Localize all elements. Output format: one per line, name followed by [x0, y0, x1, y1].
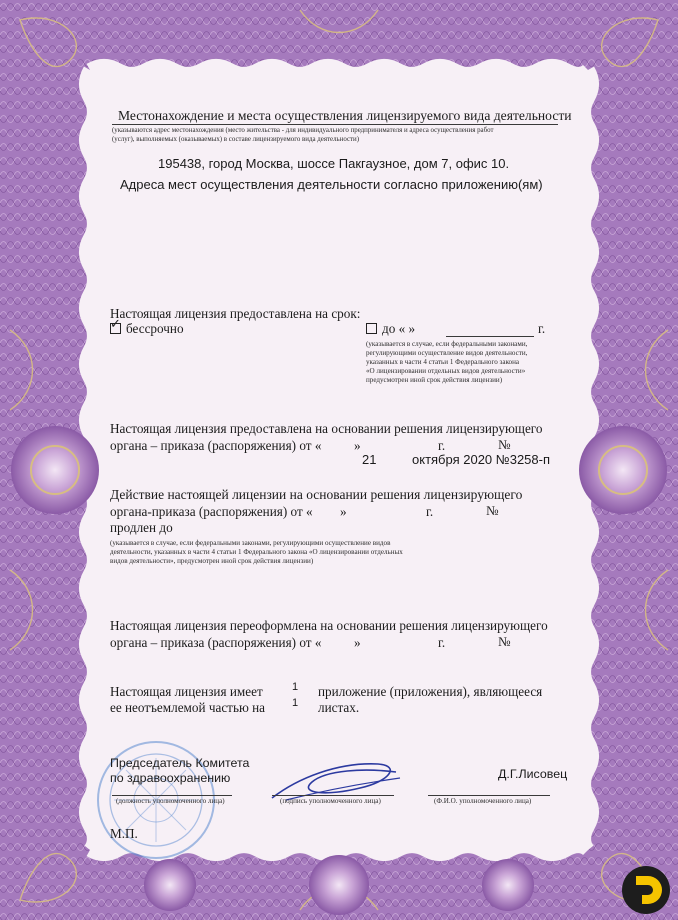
extension-note-2: деятельности, указанных в части 4 статьи 1 Федерального закона «О лицензировании отдельных	[110, 548, 403, 556]
appendix-line-1-suffix: приложение (приложения), являющееся	[318, 684, 543, 699]
caption-position: (должность уполномоченного лица)	[116, 797, 225, 805]
term-heading: Настоящая лицензия предоставлена на срок:	[110, 306, 361, 321]
basis-line-1: Настоящая лицензия предоставлена на основании решения лицензирующего	[110, 421, 543, 436]
basis-number-sign: №	[498, 437, 511, 452]
basis-line-2-prefix: органа – приказа (распоряжения) от «	[110, 438, 322, 453]
appendix-line-1-prefix: Настоящая лицензия имеет	[110, 684, 263, 699]
appendix-line-2-prefix: ее неотъемлемой частью на	[110, 700, 266, 715]
addresses-note-text: Адреса мест осуществления деятельности согласно приложению(ям)	[120, 177, 543, 192]
extension-quote-close: »	[340, 504, 347, 519]
extension-note-3: видов деятельности», предусмотрен иной срок действия лицензии)	[110, 557, 314, 565]
term-note-2: регулирующими осуществление видов деятельности,	[366, 349, 528, 357]
appendix-sheets: 1	[292, 697, 299, 709]
location-note-1: (указываются адрес местонахождения (место жительства - для индивидуального предпринимателя и адреса осуществления работ	[112, 127, 494, 134]
position-line-1: Председатель Комитета	[110, 756, 250, 770]
reissue-year-label: г.	[438, 635, 446, 650]
location-heading-underline	[112, 124, 558, 125]
position-line-2: по здравоохранению	[110, 771, 231, 785]
appendix-line-2-suffix: листах.	[318, 700, 360, 715]
reissue-number-sign: №	[498, 634, 511, 649]
extension-year-label: г.	[426, 504, 434, 519]
basis-month-year-number: октября 2020 №3258-п	[412, 452, 551, 467]
term-note-4: «О лицензировании отдельных видов деятельности»	[366, 367, 526, 375]
seal-place-label: М.П.	[110, 826, 138, 841]
checkmark-icon: ✓	[110, 317, 121, 332]
extension-number-sign: №	[486, 503, 499, 518]
basis-quote-close: »	[354, 438, 361, 453]
until-checkbox	[366, 323, 377, 334]
unlimited-label: бессрочно	[126, 321, 184, 336]
location-note-2: (услуг), выполняемых (оказываемых) в составе лицензируемого вида деятельности)	[112, 136, 360, 143]
term-note-5: предусмотрен иной срок действия лицензии)	[366, 376, 503, 384]
location-heading: Местонахождение и места осуществления лицензируемого вида деятельности	[118, 108, 572, 123]
until-label: до « »	[382, 321, 416, 336]
reissue-quote-close: »	[354, 635, 361, 650]
basis-year-label: г.	[438, 438, 446, 453]
term-note-1: (указывается в случае, если федеральными законами,	[366, 340, 528, 348]
address-text: 195438, город Москва, шоссе Пакгаузное, дом 7, офис 10.	[158, 156, 510, 171]
extension-line-3: продлен до	[110, 520, 173, 535]
reissue-line-1: Настоящая лицензия переоформлена на основании решения лицензирующего	[110, 618, 548, 633]
until-date-line	[446, 336, 534, 337]
reissue-line-2-prefix: органа – приказа (распоряжения) от «	[110, 635, 322, 650]
extension-line-1: Действие настоящей лицензии на основании решения лицензирующего	[110, 487, 523, 502]
signatory-name: Д.Г.Лисовец	[498, 767, 568, 781]
extension-line-2-prefix: органа-приказа (распоряжения) от «	[110, 504, 313, 519]
caption-name: (Ф.И.О. уполномоченного лица)	[434, 797, 532, 805]
name-caption-line	[428, 795, 550, 796]
extension-note-1: (указывается в случае, если федеральными законами, регулирующими осуществление видов	[110, 539, 391, 547]
corner-logo-icon	[620, 864, 672, 916]
basis-day: 21	[362, 452, 377, 467]
term-note-3: указанных в части 4 статьи 1 Федерального закона	[366, 358, 520, 366]
appendix-count: 1	[292, 681, 299, 693]
caption-signature: (подпись уполномоченного лица)	[280, 797, 381, 805]
position-caption-line	[112, 795, 232, 796]
until-year-label: г.	[538, 321, 546, 336]
signature-caption-line	[272, 795, 394, 796]
